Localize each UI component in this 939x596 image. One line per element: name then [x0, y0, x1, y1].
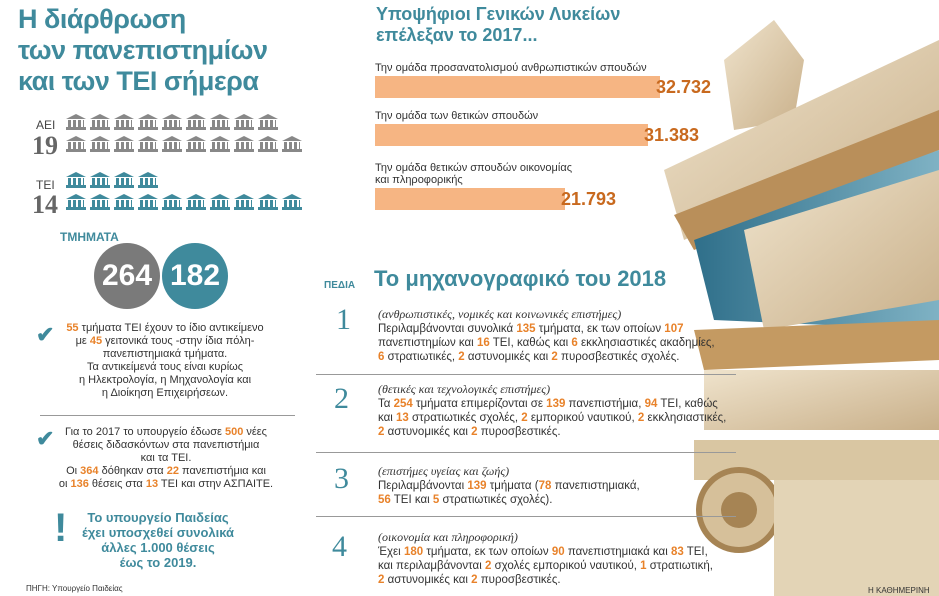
- building-icon: [186, 114, 206, 130]
- page-title: [18, 4, 268, 97]
- building-icon: [282, 194, 302, 210]
- building-icon: [114, 114, 134, 130]
- building-icon: [66, 114, 86, 130]
- building-icon: [186, 136, 206, 152]
- building-icon: [114, 136, 134, 152]
- candidates-title: Υποψήφιοι Γενικών Λυκείων επέλεξαν το 2017...: [376, 4, 621, 45]
- tei-buildings: [66, 172, 316, 216]
- building-icon: [162, 194, 182, 210]
- check-icon-2: ✔: [36, 426, 55, 451]
- field-1: (ανθρωπιστικές, νομικές και κοινωνικές επιστήμες) Περιλαμβάνονται συνολικά 135 τμήματα, εκ των οποίων 107 πανεπιστημίων και 16 ΤΕΙ, καθώς και 6 εκκλησιαστικές ακαδημίες, 6 στρατιωτικές, 2 αστυνομικές και 2 πυροσβεστικές σχολές.: [378, 307, 715, 363]
- note-overlap: 55 τμήματα ΤΕΙ έχουν το ίδιο αντικείμενο με 45 γειτονικά τους -στην ίδια πόλη- πανεπιστημιακά τμήματα. Τα αντικείμενά τους είναι κυρίως η Ηλεκτρολογία, η Μηχανολογία και η Διοίκηση Επιχειρήσεων.: [66, 322, 264, 399]
- tei-departments-value: 182: [169, 259, 221, 292]
- candidates-bar-chart: [375, 62, 735, 222]
- bar-row: [375, 110, 699, 146]
- aei-label: ΑΕΙ: [36, 118, 56, 132]
- note-positions: Για το 2017 το υπουργείο έδωσε 500 νέες θέσεις διδασκόντων στα πανεπιστήμια και τα ΤΕΙ. Οι 364 δόθηκαν στα 22 πανεπιστήμια και οι 136 θέσεις στα 13 ΤΕΙ και στην ΑΣΠΑΙΤΕ.: [58, 426, 274, 490]
- bar-label: και πληροφορικής: [375, 174, 463, 186]
- building-icon: [114, 194, 134, 210]
- bar-value: 21.793: [561, 188, 617, 209]
- column-shaft: [774, 480, 939, 596]
- title-line-2: των πανεπιστημίων: [18, 35, 268, 65]
- bar-row: [375, 162, 616, 210]
- tei-departments-circle: [162, 243, 228, 309]
- bar-value: 32.732: [656, 76, 712, 97]
- building-icon: [138, 136, 158, 152]
- divider: [316, 374, 736, 375]
- building-icon: [258, 136, 278, 152]
- aei-count: 19: [32, 131, 58, 160]
- building-icon: [210, 194, 230, 210]
- divider: [316, 452, 736, 453]
- tei-label: ΤΕΙ: [36, 178, 55, 192]
- building-icon: [66, 136, 86, 152]
- field-number-4: 4: [332, 530, 347, 563]
- check-icon: ✔: [36, 322, 55, 347]
- fields-label: ΠΕΔΙΑ: [324, 280, 356, 291]
- credit: Η ΚΑΘΗΜΕΡΙΝΗ: [868, 586, 930, 595]
- divider: [40, 415, 295, 416]
- building-icon: [162, 136, 182, 152]
- building-icon: [258, 114, 278, 130]
- building-icon: [234, 114, 254, 130]
- field-number-1: 1: [336, 303, 351, 336]
- building-icon: [186, 194, 206, 210]
- bar: [375, 124, 648, 146]
- building-icon: [234, 194, 254, 210]
- building-icon: [258, 194, 278, 210]
- building-icon: [210, 114, 230, 130]
- bar: [375, 188, 565, 210]
- building-icon: [234, 136, 254, 152]
- bar-row: [375, 62, 711, 98]
- bar: [375, 76, 660, 98]
- divider: [316, 516, 736, 517]
- field-4: (οικονομία και πληροφορική) Έχει 180 τμήματα, εκ των οποίων 90 πανεπιστημιακά και 83 ΤΕΙ, και περιλαμβάνονται 2 σχολές εμπορικού ναυτικού, 1 στρατιωτική, 2 αστυνομικές και 2 πυροσβεστικές.: [378, 530, 713, 586]
- title-line-1: Η διάρθρωση: [18, 4, 186, 34]
- field-number-2: 2: [334, 382, 349, 415]
- title-line-3: και των ΤΕΙ σήμερα: [18, 66, 259, 96]
- building-icon: [210, 136, 230, 152]
- bar-label: Την ομάδα θετικών σπουδών οικονομίας: [375, 162, 572, 174]
- building-icon: [90, 172, 110, 188]
- field-2: (θετικές και τεχνολογικές επιστήμες) Τα 254 τμήματα επιμερίζονται σε 139 πανεπιστήμια, 94 ΤΕΙ, καθώς και 13 στρατιωτικές σχολές, 2 εμπορικού ναυτικού, 2 εκκλησιαστικές, 2 αστυνομικές και 2 πυροσβεστικές.: [378, 382, 727, 438]
- field-number-3: 3: [334, 462, 349, 495]
- note-promise: Το υπουργείο Παιδείας έχει υποσχεθεί συνολικά άλλες 1.000 θέσεις έως το 2019.: [81, 510, 235, 570]
- field-3: (επιστήμες υγείας και ζωής) Περιλαμβάνονται 139 τμήματα (78 πανεπιστημιακά, 56 ΤΕΙ και 5 στρατιωτικές σχολές).: [378, 464, 640, 506]
- building-icon: [90, 136, 110, 152]
- bar-label: Την ομάδα των θετικών σπουδών: [375, 110, 539, 122]
- building-icon: [114, 172, 134, 188]
- fields-title: Το μηχανογραφικό του 2018: [374, 266, 667, 291]
- tei-count: 14: [32, 190, 58, 219]
- source-note: ΠΗΓΗ: Υπουργείο Παιδείας: [26, 584, 123, 593]
- building-icon: [138, 194, 158, 210]
- aei-departments-value: 264: [101, 259, 153, 292]
- departments-label: ΤΜΗΜΑΤΑ: [60, 230, 119, 244]
- building-icon: [162, 114, 182, 130]
- exclamation-icon: !: [54, 506, 68, 550]
- bar-label: Την ομάδα προσανατολισμού ανθρωπιστικών σπουδών: [375, 62, 647, 74]
- building-icon: [90, 194, 110, 210]
- building-icon: [282, 136, 302, 152]
- building-icon: [138, 114, 158, 130]
- building-icon: [90, 114, 110, 130]
- building-icon: [66, 172, 86, 188]
- building-icon: [138, 172, 158, 188]
- bar-value: 31.383: [644, 124, 700, 145]
- aei-departments-circle: [94, 243, 160, 309]
- building-icon: [66, 194, 86, 210]
- aei-buildings: [66, 114, 316, 158]
